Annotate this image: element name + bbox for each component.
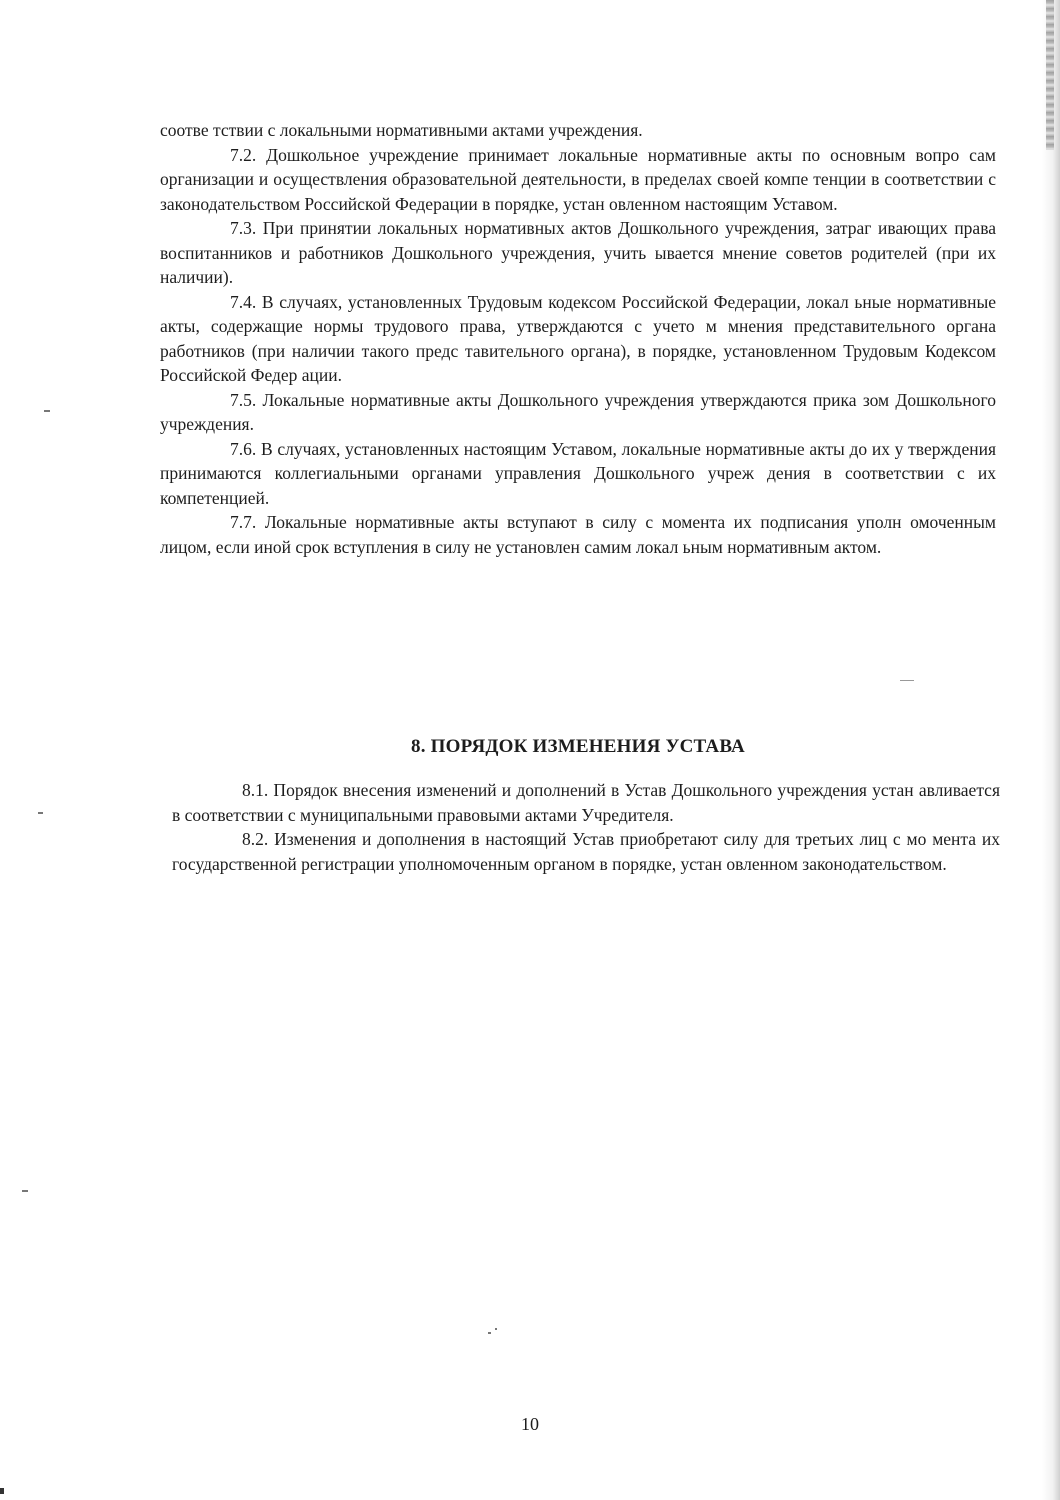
scan-speck — [488, 1332, 491, 1334]
paragraph-continuation: соотве тствии с локальными нормативными актами учреждения. — [160, 120, 643, 140]
paragraph-7-4: 7.4. В случаях, установленных Трудовым кодексом Российской Федерации, локал ьные нормативные акты, содержащие нормы трудового права, утверждаются с учето м мнения представительного органа работников (при наличии такого предс тавительного органа), в порядке, установленном Трудовым Кодексом Российской Федер ации. — [160, 291, 996, 385]
paragraph-7-3: 7.3. При принятии локальных нормативных актов Дошкольного учреждения, затраг ивающих права воспитанников и работников Дошкольного учреждения, учить ывается мнение советов родителей (при их наличии). — [160, 218, 996, 287]
scan-speck — [495, 1328, 497, 1330]
scan-speck — [0, 1488, 4, 1494]
paragraph-7-5: 7.5. Локальные нормативные акты Дошкольного учреждения утверждаются прика зом Дошкольного учреждения. — [160, 389, 996, 434]
paragraph-8-1: 8.1. Порядок внесения изменений и дополнений в Устав Дошкольного учреждения устан авливается в соответствии с муниципальными правовыми актами Учредителя. — [172, 780, 1000, 825]
paragraph-7-7: 7.7. Локальные нормативные акты вступают в силу с момента их подписания уполн омоченным лицом, если иной срок вступления в силу не установлен самим локал ьным нормативным актом. — [160, 512, 996, 557]
scan-speck — [38, 812, 43, 814]
section-8-text — [172, 778, 1000, 876]
scan-edge-shadow — [1042, 0, 1060, 1500]
scan-speck — [900, 680, 914, 681]
scan-speck — [44, 410, 50, 412]
section-8-heading: 8. ПОРЯДОК ИЗМЕНЕНИЯ УСТАВА — [411, 736, 745, 757]
section-7-text — [160, 118, 996, 559]
paragraph-8-2: 8.2. Изменения и дополнения в настоящий Устав приобретают силу для третьих лиц с мо мента их государственной регистрации уполномоченным органом в порядке, устан овленном законодательством. — [172, 829, 1000, 874]
paragraph-7-2: 7.2. Дошкольное учреждение принимает локальные нормативные акты по основным вопро сам организации и осуществления образовательной деятельности, в пределах своей компе тенции в соответствии с законодательством Российской Федерации в порядке, устан овленном настоящим Уставом. — [160, 144, 996, 214]
scan-edge-artifact — [1046, 0, 1054, 150]
scan-speck — [22, 1190, 28, 1192]
paragraph-7-6: 7.6. В случаях, установленных настоящим Уставом, локальные нормативные акты до их у тверждения принимаются коллегиальными органами управления Дошкольного учреж дения в соответствии с их компетенцией. — [160, 438, 996, 508]
page-number: 10 — [521, 1414, 539, 1434]
